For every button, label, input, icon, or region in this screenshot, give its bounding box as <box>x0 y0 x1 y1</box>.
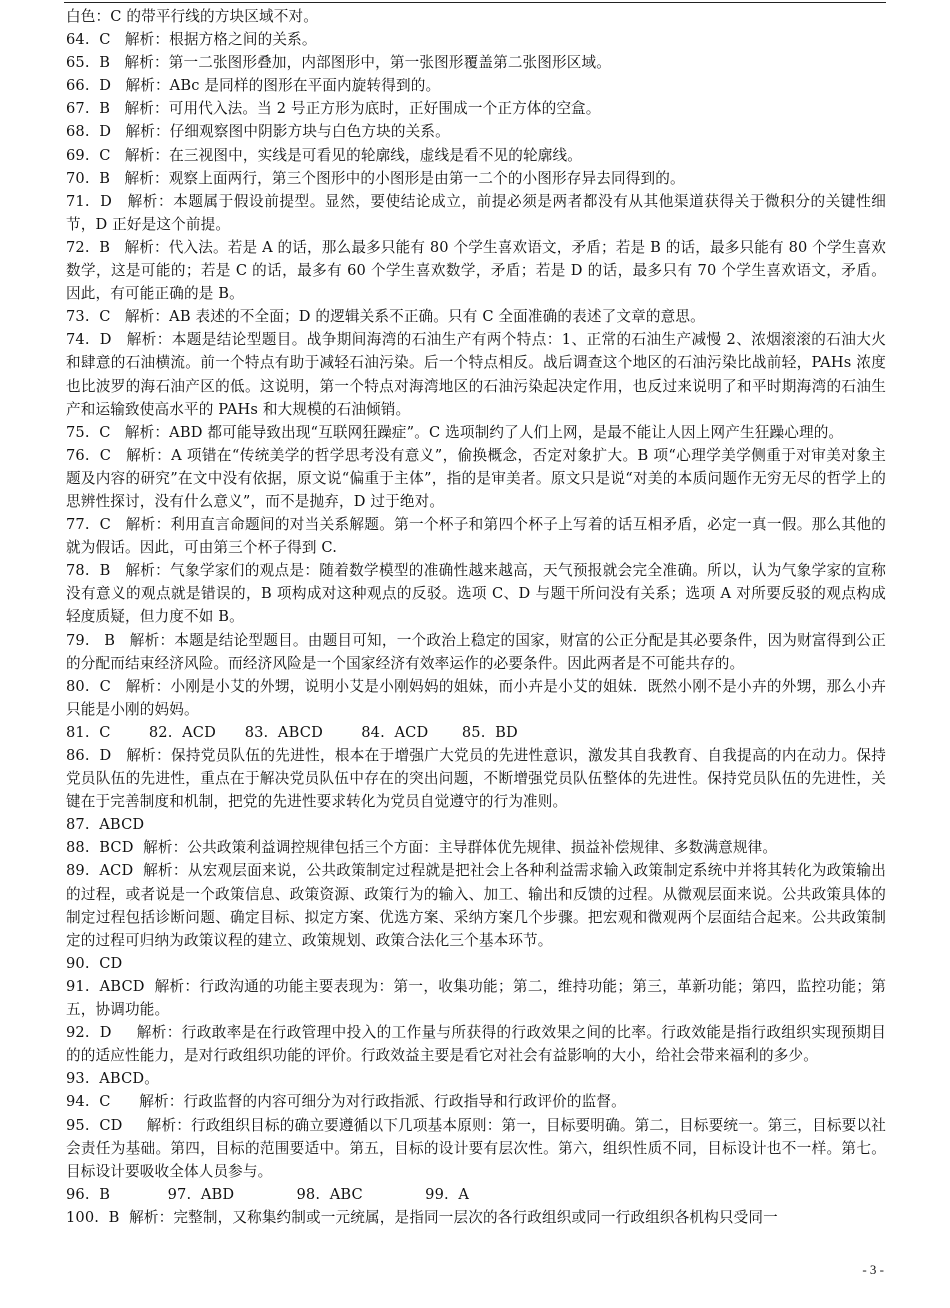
answer-line-93: 93. ABCD。 <box>66 1070 159 1088</box>
page-number: - 3 - <box>862 1262 884 1277</box>
answer-line-64: 64. C 解析：根据方格之间的关系。 <box>66 31 317 49</box>
answer-line-96-99: 96. B 97. ABD 98. ABC 99. A <box>66 1185 470 1203</box>
answer-line-74: 74. D 解析：本题是结论型题目。战争期间海湾的石油生产有两个特点：1、正常的石油生产减慢 2、浓烟滚滚的石油大火和肆意的石油横流。前一个特点有助于减轻石油污染。后一个特点相反。战后调查这个地区的石油污染比战前轻，PAHs 浓度也比波罗的海石油产区的低。这说明，第一个特点对海湾地区的石油污染起决定作用，也反过来说明了和平时期海湾的石油生产和运输致使高水平的 PAHs 和大规模的石油倾销。 <box>66 331 886 418</box>
answer-line-89: 89. ACD 解析：从宏观层面来说，公共政策制定过程就是把社会上各种利益需求输入政策制定系统中并将其转化为政策输出的过程，或者说是一个政策信息、政策资源、政策行为的输入、加工、输出和反馈的过程。从微观层面来说。公共政策具体的制定过程包括诊断问题、确定目标、拟定方案、优选方案、采纳方案几个步骤。把宏观和微观两个层面结合起来。公共政策制定的过程可归纳为政策议程的建立、政策规划、政策合法化三个基本环节。 <box>66 862 886 949</box>
answer-line-66: 66. D 解析：ABc 是同样的图形在平面内旋转得到的。 <box>66 77 441 95</box>
answer-line-67: 67. B 解析：可用代入法。当 2 号正方形为底时，正好围成一个正方体的空盒。 <box>66 100 601 118</box>
answer-line-87: 87. ABCD <box>66 816 145 834</box>
answer-line-91: 91. ABCD 解析：行政沟通的功能主要表现为：第一，收集功能；第二，维持功能；第三，革新功能；第四，监控功能；第五，协调功能。 <box>66 977 886 1019</box>
top-rule <box>64 2 886 3</box>
answer-line-95: 95. CD 解析：行政组织目标的确立要遵循以下几项基本原则：第一，目标要明确。第二，目标要统一。第三，目标要以社会责任为基础。第四，目标的范围要适中。第五，目标的设计要有层次性。第六，组织性质不同，目标设计也不一样。第七。目标设计要吸收全体人员参与。 <box>66 1116 886 1180</box>
answer-line-90: 90. CD <box>66 954 123 972</box>
answer-line-78: 78. B 解析：气象学家们的观点是：随着数学模型的准确性越来越高，天气预报就会完全准确。所以，认为气象学家的宣称没有意义的观点就是错误的，B 项构成对这种观点的反驳。选项 C、D 与题干所问没有关系；选项 A 对所要反驳的观点构成轻度质疑，但力度不如 B。 <box>66 562 886 626</box>
answer-line-80: 80. C 解析：小刚是小艾的外甥，说明小艾是小刚妈妈的姐妹，而小卉是小艾的姐妹．既然小刚不是小卉的外甥，那么小卉只能是小刚的妈妈。 <box>66 677 886 718</box>
answer-line-68: 68. D 解析：仔细观察图中阴影方块与白色方块的关系。 <box>66 123 450 141</box>
answer-line-86: 86. D 解析：保持党员队伍的先进性，根本在于增强广大党员的先进性意识，激发其自我教育、自我提高的内在动力。保持党员队伍的先进性，重点在于解决党员队伍中存在的突出问题，不断增强党员队伍整体的先进性。保持党员队伍的先进性，关键在于完善制度和机制，把党的先进性要求转化为党员自觉遵守的行为准则。 <box>66 747 886 811</box>
answer-line-75: 75. C 解析：ABD 都可能导致出现“互联网狂躁症”。C 选项制约了人们上网，是最不能让人因上网产生狂躁心理的。 <box>66 423 844 441</box>
answer-line-76: 76. C 解析：A 项错在“传统美学的哲学思考没有意义”，偷换概念，否定对象扩大。B 项“心理学美学侧重于对审美对象主题及内容的研究”在文中没有依据，原文说“偏重于主体”，指的是审美者。原文只是说“对美的本质问题作无穷无尽的哲学上的思辨性探讨，没有什么意义”，而不是抛弃，D 过于绝对。 <box>66 446 886 510</box>
answer-line-72: 72. B 解析：代入法。若是 A 的话，那么最多只能有 80 个学生喜欢语文，矛盾；若是 B 的话，最多只能有 80 个学生喜欢数学，这是可能的；若是 C 的话，最多有 60 个学生喜欢数学，矛盾；若是 D 的话，最多只有 70 个学生喜欢语文，矛盾。因此，有可能正确的是 B。 <box>66 238 886 303</box>
answer-line-63-tail: 白色：C 的带平行线的方块区域不对。 <box>66 8 319 25</box>
answer-line-88: 88. BCD 解析：公共政策利益调控规律包括三个方面：主导群体优先规律、损益补偿规律、多数满意规律。 <box>66 839 778 857</box>
answer-line-100: 100. B 解析：完整制，又称集约制或一元统属，是指同一层次的各行政组织或同一行政组织各机构只受同一 <box>66 1208 778 1226</box>
answer-line-79: 79. B 解析：本题是结论型题目。由题目可知，一个政治上稳定的国家，财富的公正分配是其必要条件，因为财富得到公正的分配而结束经济风险。而经济风险是一个国家经济有效率运作的必要条件。因此两者是不可能共存的。 <box>66 631 886 672</box>
answer-key-body <box>66 5 886 1229</box>
answer-line-69: 69. C 解析：在三视图中，实线是可看见的轮廓线，虚线是看不见的轮廓线。 <box>66 146 582 164</box>
answer-line-73: 73. C 解析：AB 表述的不全面；D 的逻辑关系不正确。只有 C 全面准确的表述了文章的意思。 <box>66 308 705 326</box>
answer-line-81-85: 81. C 82. ACD 83. ABCD 84. ACD 85. BD <box>66 723 518 741</box>
answer-line-71: 71. D 解析：本题属于假设前提型。显然，要使结论成立，前提必须是两者都没有从其他渠道获得关于微积分的关键性细节，D 正好是这个前提。 <box>66 192 886 233</box>
answer-line-92: 92. D 解析：行政敢率是在行政管理中投入的工作量与所获得的行政效果之间的比率。行政效能是指行政组织实现预期目的的适应性能力，是对行政组织功能的评价。行政效益主要是看它对社会有益影响的大小，给社会带来福利的多少。 <box>66 1024 886 1065</box>
answer-line-77: 77. C 解析：利用直言命题间的对当关系解题。第一个杯子和第四个杯子上写着的话互相矛盾，必定一真一假。那么其他的就为假话。因此，可由第三个杯子得到 C. <box>66 516 886 557</box>
answer-line-65: 65. B 解析：第一二张图形叠加，内部图形中，第一张图形覆盖第二张图形区域。 <box>66 54 612 72</box>
answer-line-70: 70. B 解析：观察上面两行，第三个图形中的小图形是由第一二个的小图形存异去同得到的。 <box>66 169 685 187</box>
answer-line-94: 94. C 解析：行政监督的内容可细分为对行政指派、行政指导和行政评价的监督。 <box>66 1093 626 1111</box>
